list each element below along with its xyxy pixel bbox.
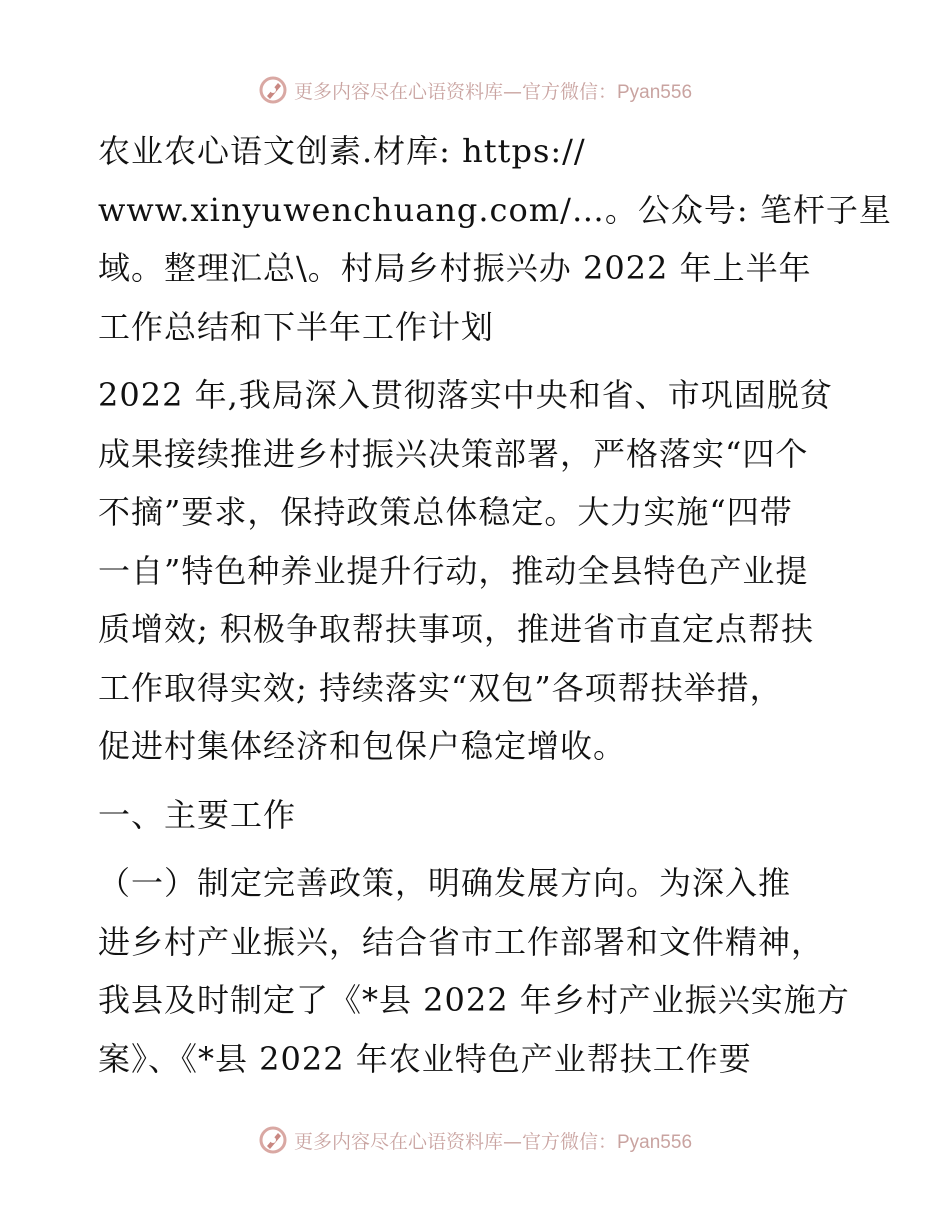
- text-line: 不摘”要求，保持政策总体稳定。大力实施“四带: [98, 493, 793, 531]
- text-line: 一、主要工作: [98, 795, 297, 834]
- text-line: 工作总结和下半年工作计划: [98, 307, 495, 346]
- document-body: [98, 122, 892, 1098]
- footer-watermark: [0, 1120, 950, 1160]
- paragraph-intro: [98, 366, 858, 776]
- text-line: 工作取得实效; 持续落实“双包”各项帮扶举措，: [98, 668, 783, 707]
- text-line: 成果接续推进乡村振兴决策部署，严格落实“四个: [98, 434, 809, 473]
- text-line: 案》、《*县 2022 年农业特色产业帮扶工作要: [98, 1039, 752, 1078]
- section-heading: [98, 786, 858, 845]
- text-line: 我县及时制定了《*县 2022 年乡村产业振兴实施方: [98, 981, 850, 1019]
- text-line: （一）制定完善政策，明确发展方向。为深入推: [98, 864, 792, 902]
- header-watermark: [0, 70, 950, 110]
- text-line: 进乡村产业振兴，结合省市工作部署和文件精神，: [98, 922, 825, 961]
- text-line: www.xinyuwenchuang.com/…。公众号: 笔杆子星: [98, 190, 892, 229]
- text-line: 2022 年,我局深入贯彻落实中央和省、市巩固脱贫: [98, 376, 833, 414]
- text-line: 质增效; 积极争取帮扶事项，推进省市直定点帮扶: [98, 610, 814, 648]
- paragraph-title: [98, 122, 892, 356]
- pen-logo-icon: [258, 75, 288, 105]
- watermark-text: 更多内容尽在心语资料库—官方微信：Pyan556: [293, 80, 693, 103]
- pen-logo-icon: [258, 1125, 288, 1155]
- text-line: 农业农心语文创素.材库: https://: [98, 132, 586, 170]
- paragraph-section-one: [98, 854, 858, 1088]
- text-line: 促进村集体经济和包保户稳定增收。: [98, 727, 627, 765]
- watermark-text: 更多内容尽在心语资料库—官方微信：Pyan556: [293, 1130, 693, 1153]
- text-line: 域。整理汇总\。村局乡村振兴办 2022 年上半年: [98, 249, 812, 287]
- text-line: 一自”特色种养业提升行动，推动全县特色产业提: [98, 551, 809, 590]
